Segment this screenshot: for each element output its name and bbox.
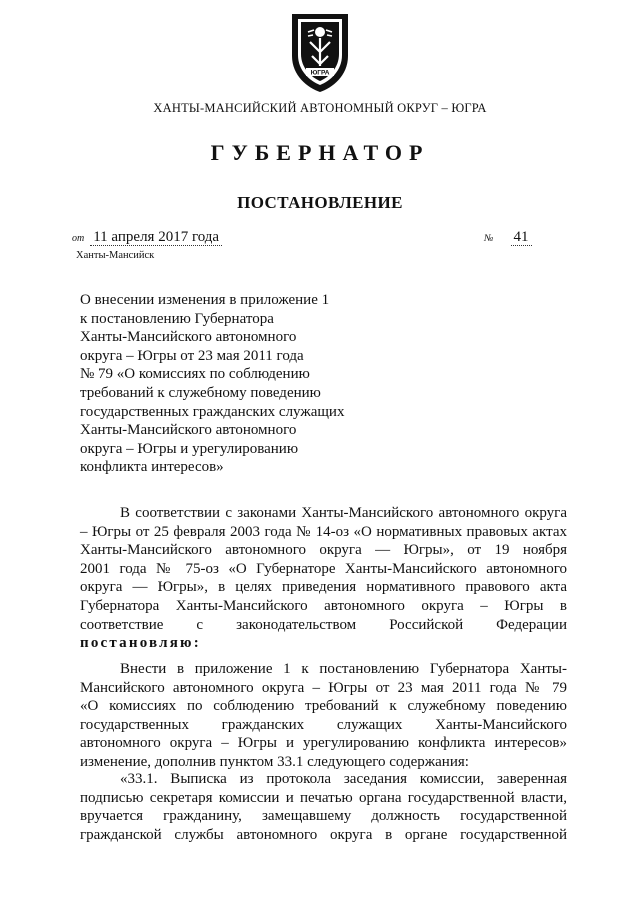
body-line: Мансийского автономного округа – Югры от 23 мая 2011 года № 79 xyxy=(80,679,567,696)
subject-line: О внесении изменения в приложение 1 xyxy=(80,292,330,308)
document-authority-title: ГУБЕРНАТОР xyxy=(210,140,430,165)
body-line: Внести в приложение 1 к постановлению Губернатора Ханты- xyxy=(120,661,567,677)
subject-line: Ханты-Мансийского автономного xyxy=(80,329,297,346)
subject-line: округа – Югры от 23 мая 2011 года xyxy=(80,347,304,364)
body-line: «О комиссиях по соблюдению требований к служебному поведению xyxy=(80,698,567,715)
clause-paragraph xyxy=(80,770,567,844)
body-line: гражданской службы автономного округа в органе государственной xyxy=(80,826,567,843)
body-line: Губернатора Ханты-Мансийского автономного округа – Югры в xyxy=(80,597,567,614)
subject-line: Ханты-Мансийского автономного xyxy=(80,422,297,439)
body-line: подписью секретаря комиссии и печатью органа государственной власти, xyxy=(80,789,567,806)
document-date: 11 апреля 2017 года xyxy=(90,229,222,246)
subject-line: государственных гражданских служащих xyxy=(80,403,345,420)
body-line: автономного округа – Югры и урегулированию конфликта интересов» xyxy=(80,735,567,752)
document-subject xyxy=(80,291,370,477)
resolve-word: постановляю: xyxy=(80,635,201,652)
body-line: «33.1. Выписка из протокола заседания комиссии, заверенная xyxy=(120,771,567,787)
document-city: Ханты-Мансийск xyxy=(76,250,155,261)
body-line: государственных гражданских служащих Ханты-Мансийского xyxy=(80,716,567,733)
body-line: Ханты-Мансийского автономного округа — Югры», от 19 ноября xyxy=(80,542,567,559)
body-line: 2001 года № 75-оз «О Губернаторе Ханты-Мансийского автономного xyxy=(80,560,567,577)
subject-line: к постановлению Губернатора xyxy=(80,310,274,327)
document-number: 41 xyxy=(511,229,532,246)
body-line: вручается гражданину, замещавшему должность государственной xyxy=(80,808,567,825)
amendment-paragraph xyxy=(80,660,567,772)
body-line: округа — Югры», в целях приведения нормативного правового акта xyxy=(80,579,567,596)
subject-line: требований к служебному поведению xyxy=(80,384,321,401)
coat-of-arms-icon xyxy=(284,8,356,94)
emblem-label: ЮГРА xyxy=(310,69,330,77)
number-prefix: № xyxy=(484,233,494,244)
subject-line: округа – Югры и урегулированию xyxy=(80,440,299,457)
preamble-paragraph xyxy=(80,504,567,653)
body-line: соответствие с законодательством Российской Федерации xyxy=(80,616,567,633)
subject-line: конфликта интересов» xyxy=(80,459,224,476)
document-date-line xyxy=(72,229,222,246)
region-name: ХАНТЫ-МАНСИЙСКИЙ АВТОНОМНЫЙ ОКРУГ – ЮГРА xyxy=(153,101,487,115)
subject-line: № 79 «О комиссиях по соблюдению xyxy=(80,366,310,383)
date-prefix: от xyxy=(72,233,85,244)
body-line: – Югры от 25 февраля 2003 года № 14-оз «О нормативных правовых актах xyxy=(80,523,567,540)
body-line: изменение, дополнив пунктом 33.1 следующего содержания: xyxy=(80,753,469,770)
document-type: ПОСТАНОВЛЕНИЕ xyxy=(237,193,403,212)
body-line: В соответствии с законами Ханты-Мансийского автономного округа xyxy=(120,505,567,521)
document-number-line xyxy=(484,229,532,246)
